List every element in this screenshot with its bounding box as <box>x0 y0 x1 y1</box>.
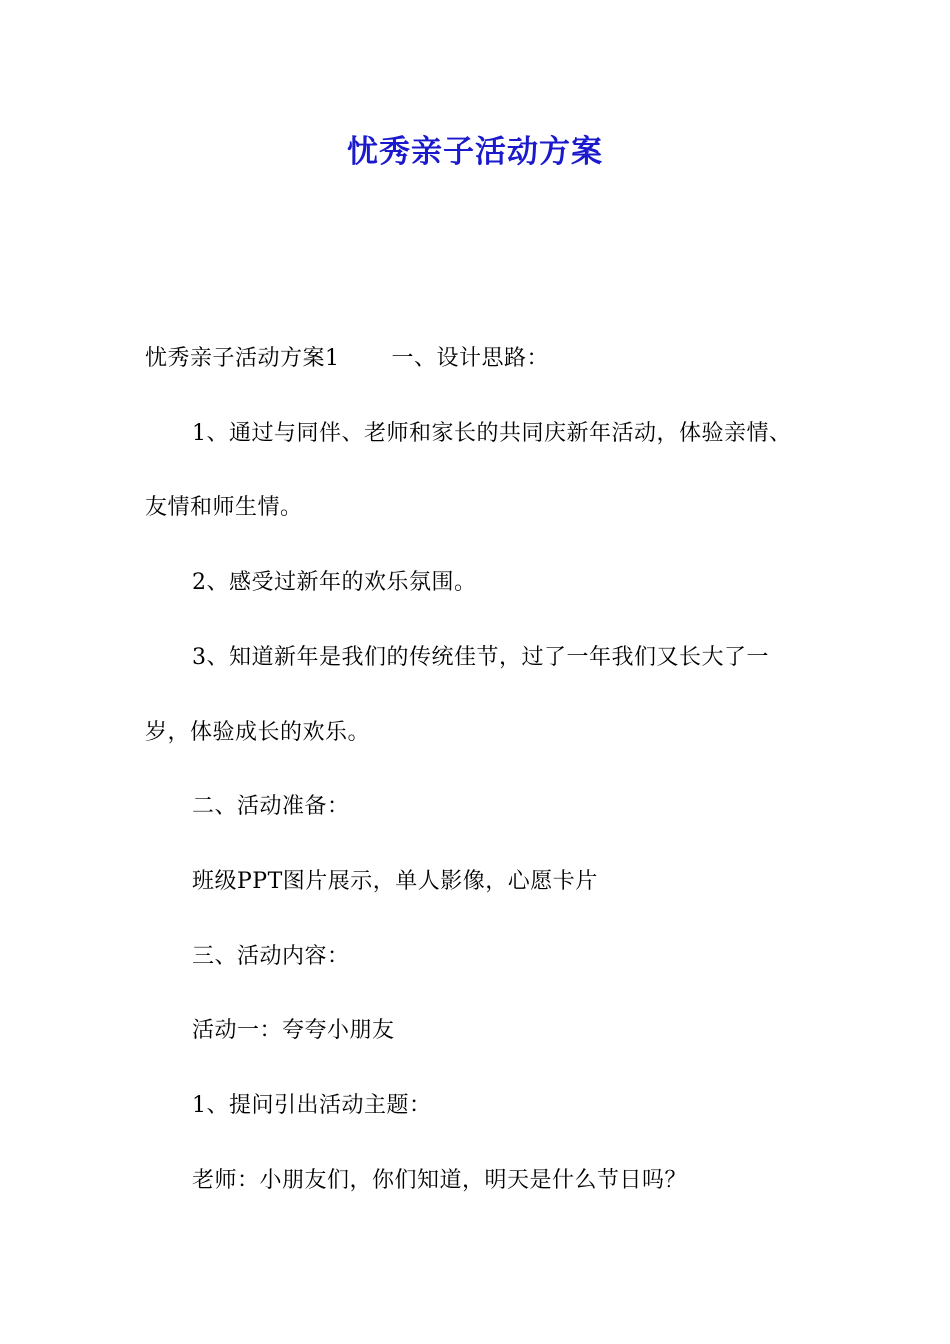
paragraph-line: 岁，体验成长的欢乐。 <box>145 720 371 745</box>
paragraph-line: 老师：小朋友们，你们知道，明天是什么节日吗？ <box>192 1168 688 1193</box>
paragraph-line: 活动一：夸夸小朋友 <box>192 1018 395 1043</box>
paragraph-line: 班级PPT图片展示，单人影像，心愿卡片 <box>192 869 598 894</box>
paragraph-line: 2、感受过新年的欢乐氛围。 <box>192 570 477 595</box>
paragraph-line: 友情和师生情。 <box>145 495 303 520</box>
plan-label: 忧秀亲子活动方案1 <box>145 346 340 371</box>
section-heading: 一、设计思路： <box>391 346 550 371</box>
paragraph-line: 3、知道新年是我们的传统佳节，过了一年我们又长大了一 <box>192 645 769 670</box>
paragraph-line: 1、提问引出活动主题： <box>192 1093 432 1118</box>
section-heading-line <box>145 344 549 374</box>
paragraph-line: 1、通过与同伴、老师和家长的共同庆新年活动，体验亲情、 <box>192 421 792 446</box>
section-heading: 三、活动内容： <box>192 944 350 969</box>
document-title: 忧秀亲子活动方案 <box>347 134 603 170</box>
section-heading: 二、活动准备： <box>192 794 350 819</box>
